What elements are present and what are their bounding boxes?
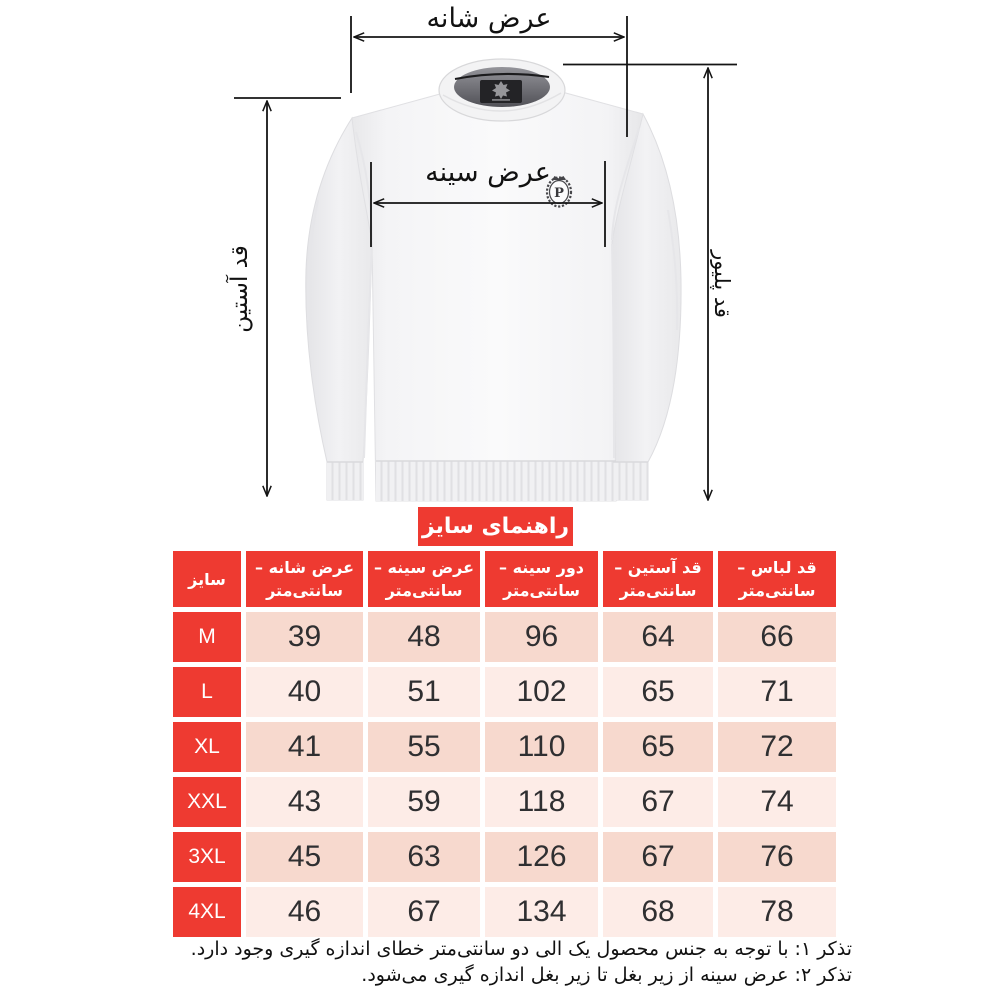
hem-ribbing	[376, 461, 616, 501]
pullover-length-label: قد پلیور	[710, 250, 734, 318]
table-cell: 40	[246, 667, 363, 717]
table-cell: 110	[485, 722, 598, 772]
table-cell: 51	[368, 667, 480, 717]
table-cell: 48	[368, 612, 480, 662]
table-cell: 72	[718, 722, 836, 772]
header-label: عرض سینه –	[373, 558, 475, 577]
size-cell-4xl: 4XL	[173, 887, 241, 937]
left-cuff	[327, 462, 363, 500]
table-cell: 39	[246, 612, 363, 662]
header-unit: سانتی‌متر	[738, 581, 816, 600]
chest-width-label: عرض سینه	[425, 157, 551, 188]
chest-logo-letter: P	[554, 186, 564, 201]
table-cell: 67	[603, 832, 713, 882]
header-unit: سانتی‌متر	[619, 581, 697, 600]
table-cell: 55	[368, 722, 480, 772]
size-cell-xxl: XXL	[173, 777, 241, 827]
size-cell-xl: XL	[173, 722, 241, 772]
size-cell-3xl: 3XL	[173, 832, 241, 882]
table-cell: 41	[246, 722, 363, 772]
header-label: قد لباس –	[737, 558, 817, 577]
table-cell: 76	[718, 832, 836, 882]
table-cell: 45	[246, 832, 363, 882]
table-cell: 59	[368, 777, 480, 827]
sleeve-length-label: قد آستین	[227, 245, 253, 333]
table-cell: 67	[368, 887, 480, 937]
col-header-size	[173, 551, 241, 607]
header-label: دور سینه –	[499, 558, 585, 577]
table-cell: 63	[368, 832, 480, 882]
table-cell: 126	[485, 832, 598, 882]
header-label: سایز	[188, 569, 226, 589]
header-unit: سانتی‌متر	[266, 581, 343, 600]
header-label: عرض شانه –	[255, 558, 354, 577]
table-cell: 118	[485, 777, 598, 827]
table-cell: 68	[603, 887, 713, 937]
size-cell-m: M	[173, 612, 241, 662]
note-1: تذکر ۱: با توجه به جنس محصول یک الی دو سانتی‌متر خطای اندازه گیری وجود دارد.	[190, 938, 852, 960]
table-cell: 102	[485, 667, 598, 717]
table-cell: 46	[246, 887, 363, 937]
torso	[352, 92, 643, 501]
measurement-notes	[132, 936, 852, 988]
table-cell: 134	[485, 887, 598, 937]
table-cell: 78	[718, 887, 836, 937]
size-cell-l: L	[173, 667, 241, 717]
col-header-garment-length	[718, 551, 836, 607]
table-cell: 67	[603, 777, 713, 827]
table-cell: 43	[246, 777, 363, 827]
header-label: قد آستین –	[614, 558, 702, 577]
table-cell: 96	[485, 612, 598, 662]
table-cell: 64	[603, 612, 713, 662]
col-header-sleeve-length	[603, 551, 713, 607]
collar	[439, 59, 565, 121]
table-cell: 66	[718, 612, 836, 662]
sweater-illustration	[306, 59, 681, 501]
table-cell: 74	[718, 777, 836, 827]
table-cell: 71	[718, 667, 836, 717]
table-cell: 65	[603, 667, 713, 717]
table-cell: 65	[603, 722, 713, 772]
col-header-chest-circumference	[485, 551, 598, 607]
shoulder-width-label: عرض شانه	[426, 3, 552, 34]
col-header-chest-width	[368, 551, 480, 607]
header-unit: سانتی‌متر	[503, 581, 580, 600]
col-header-shoulder-width	[246, 551, 363, 607]
size-table	[173, 551, 836, 937]
note-2: تذکر ۲: عرض سینه از زیر بغل تا زیر بغل اندازه گیری می‌شود.	[361, 964, 852, 986]
header-unit: سانتی‌متر	[385, 581, 463, 600]
collar-label-text-line	[492, 99, 510, 101]
right-cuff	[613, 462, 648, 500]
size-guide-banner: راهنمای سایز	[418, 507, 573, 546]
